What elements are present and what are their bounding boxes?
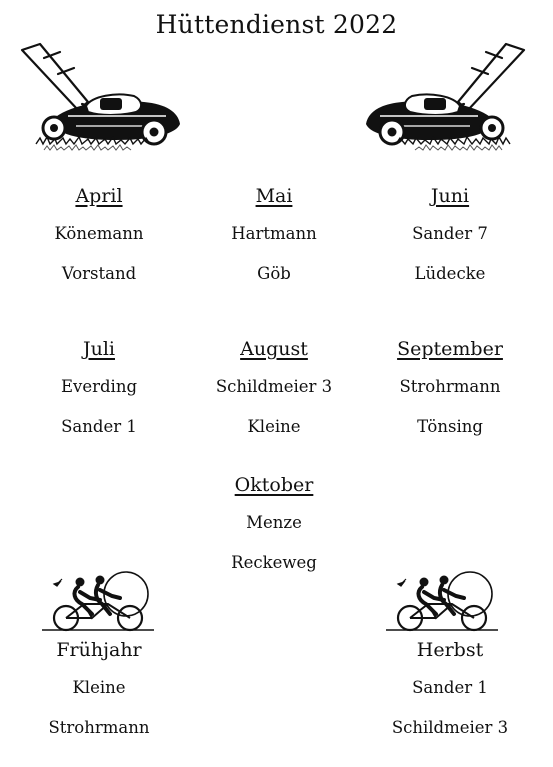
duty-name: Kleine — [247, 417, 301, 436]
duty-name: Sander 1 — [61, 417, 137, 436]
month-heading: Juni — [430, 185, 470, 207]
duty-name: Göb — [257, 264, 291, 283]
month-heading: September — [397, 338, 503, 360]
month-heading: August — [240, 338, 308, 360]
tandem-cyclists-icon — [40, 570, 156, 634]
month-heading: Juli — [82, 338, 115, 360]
tandem-cyclists-icon — [384, 570, 500, 634]
month-block-juli — [19, 335, 179, 455]
month-heading: Oktober — [234, 474, 314, 496]
season-block-herbst — [370, 636, 530, 756]
duty-name: Kleine — [72, 678, 126, 697]
lawn-mower-icon — [358, 40, 530, 162]
duty-name: Strohrmann — [48, 718, 150, 737]
season-block-fruehjahr — [19, 636, 179, 756]
duty-name: Sander 7 — [412, 224, 488, 243]
duty-name: Strohrmann — [399, 377, 501, 396]
month-block-oktober — [194, 471, 354, 591]
duty-name: Schildmeier 3 — [391, 718, 509, 737]
season-heading: Frühjahr — [56, 639, 142, 661]
duty-name: Everding — [60, 377, 138, 396]
duty-name: Schildmeier 3 — [215, 377, 333, 396]
month-heading: April — [75, 185, 123, 207]
duty-name: Lüdecke — [414, 264, 486, 283]
month-block-juni — [370, 182, 530, 302]
duty-name: Tönsing — [417, 417, 483, 436]
month-block-september — [370, 335, 530, 455]
lawn-mower-icon — [16, 40, 188, 162]
month-heading: Mai — [255, 185, 293, 207]
duty-name: Hartmann — [231, 224, 317, 243]
duty-name: Vorstand — [61, 264, 137, 283]
month-block-august — [194, 335, 354, 455]
page-title: Hüttendienst 2022 — [155, 10, 398, 39]
month-block-april — [19, 182, 179, 302]
month-block-mai — [194, 182, 354, 302]
duty-name: Menze — [246, 513, 302, 532]
duty-name: Könemann — [54, 224, 144, 243]
duty-name: Sander 1 — [412, 678, 488, 697]
season-heading: Herbst — [416, 639, 484, 661]
duty-name: Reckeweg — [231, 553, 317, 572]
